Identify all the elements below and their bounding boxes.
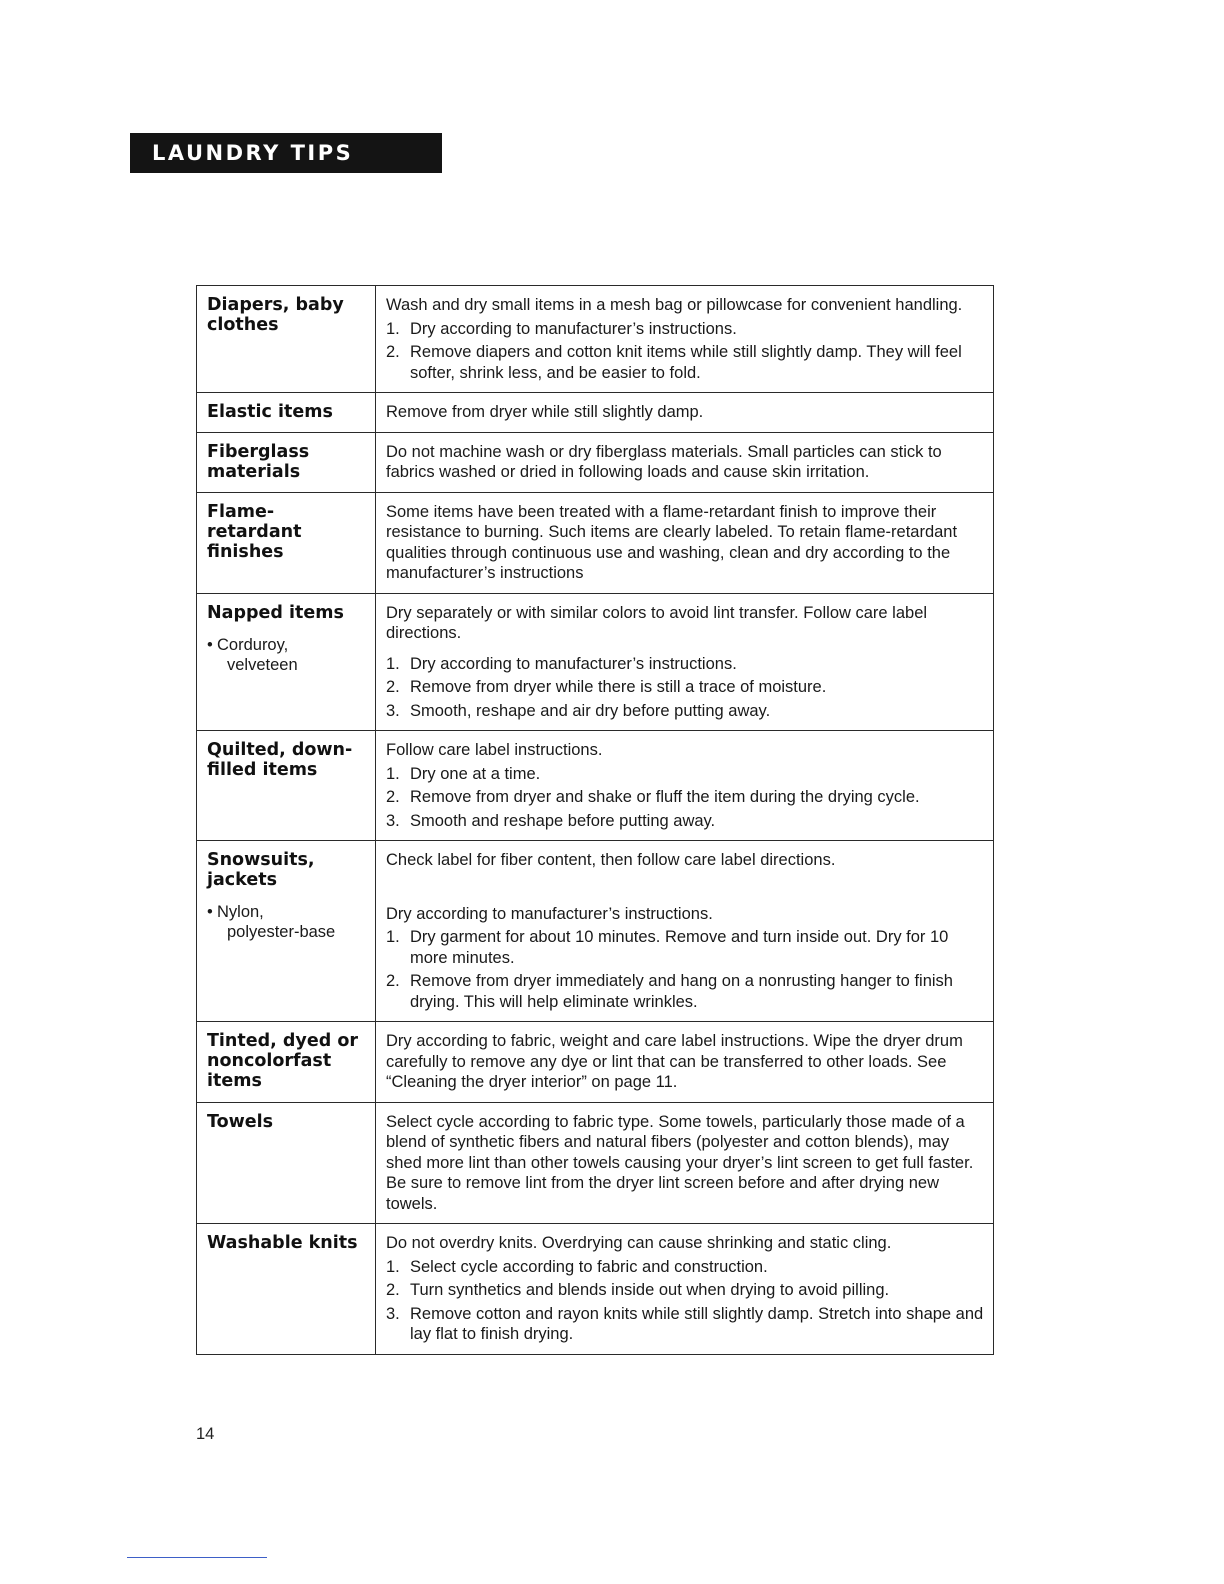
table-row (197, 492, 994, 593)
step-number: 1. (386, 764, 400, 783)
item-subtype-line: Nylon, (217, 903, 264, 921)
list-item (386, 319, 985, 340)
instructions-cell (376, 731, 994, 841)
instruction-paragraph: Do not overdry knits. Overdrying can cause shrinking and static cling. (386, 1234, 892, 1252)
item-label: Washable knits (207, 1233, 358, 1253)
section-banner (130, 133, 442, 173)
item-cell (197, 393, 376, 433)
item-label: Snowsuits, jackets (207, 850, 315, 890)
instruction-paragraph: Remove from dryer while still slightly damp. (386, 403, 704, 421)
steps-list (386, 1257, 985, 1345)
laundry-tips-table (196, 285, 994, 1355)
list-item (386, 1280, 985, 1301)
step-number: 1. (386, 654, 400, 673)
step-number: 2. (386, 678, 400, 696)
bullet-icon: • (207, 903, 213, 921)
step-number: 1. (386, 928, 400, 946)
item-cell (197, 1102, 376, 1224)
item-label: Diapers, baby clothes (207, 295, 344, 335)
steps-list (386, 764, 985, 832)
page-number: 14 (196, 1425, 215, 1443)
step-text: Turn synthetics and blends inside out when drying to avoid pilling. (410, 1281, 890, 1299)
list-item (386, 342, 985, 383)
section-title: LAUNDRY TIPS (152, 141, 354, 165)
table-row (197, 841, 994, 1022)
item-label: Fiberglass materials (207, 441, 310, 482)
item-cell (197, 593, 376, 731)
item-subtype (207, 635, 367, 675)
table-row (197, 1102, 994, 1224)
instruction-paragraph: Select cycle according to fabric type. Some towels, particularly those made of a blend of synthetic fibers and natural fibers (polyester and cotton blends), may shed more lint than other towels causing your dryer’s lint screen to get full faster. Be sure to remove lint from the dryer lint screen before and after drying new towels. (386, 1112, 974, 1213)
list-item (386, 1304, 985, 1345)
instructions-cell (376, 432, 994, 492)
list-item (386, 927, 985, 968)
list-item (386, 654, 985, 675)
step-text: Dry according to manufacturer’s instructions. (410, 654, 737, 673)
item-cell (197, 432, 376, 492)
item-subtype-line: velveteen (227, 655, 298, 674)
table-row (197, 432, 994, 492)
table-row (197, 593, 994, 731)
step-text: Dry garment for about 10 minutes. Remove and turn inside out. Dry for 10 more minutes. (410, 928, 949, 967)
instruction-paragraph: Check label for fiber content, then follow care label directions. (386, 851, 836, 869)
step-text: Remove from dryer while there is still a trace of moisture. (410, 678, 827, 696)
step-number: 3. (386, 1304, 400, 1323)
step-number: 2. (386, 972, 400, 990)
item-subtype-text (217, 635, 357, 675)
item-cell (197, 731, 376, 841)
item-subtype-text (217, 902, 357, 942)
instruction-paragraph: Dry according to manufacturer’s instructions. (386, 904, 713, 923)
step-text: Smooth, reshape and air dry before putting away. (410, 701, 771, 720)
instructions-cell (376, 393, 994, 433)
instruction-paragraph: Do not machine wash or dry fiberglass materials. Small particles can stick to fabrics washed or dried in following loads and cause skin irritation. (386, 442, 942, 481)
instruction-paragraph: Dry according to fabric, weight and care label instructions. Wipe the dryer drum carefully to remove any dye or lint that can be transferred to other loads. See “Cleaning the dryer interior” on page 11. (386, 1032, 963, 1091)
list-item (386, 764, 985, 785)
table-row (197, 1022, 994, 1103)
step-number: 2. (386, 1281, 400, 1299)
steps-list (386, 927, 985, 1012)
list-item (386, 787, 985, 808)
instructions-cell (376, 286, 994, 393)
item-cell (197, 286, 376, 393)
item-label: Towels (207, 1111, 274, 1132)
instructions-cell (376, 593, 994, 731)
instructions-cell (376, 1102, 994, 1224)
step-text: Dry according to manufacturer’s instructions. (410, 319, 737, 338)
step-number: 3. (386, 811, 400, 830)
instructions-cell (376, 841, 994, 1022)
item-cell (197, 492, 376, 593)
steps-list (386, 319, 985, 384)
step-number: 3. (386, 701, 400, 720)
step-text: Remove from dryer and shake or fluff the item during the drying cycle. (410, 788, 920, 806)
step-text: Dry one at a time. (410, 764, 541, 783)
step-text: Select cycle according to fabric and construction. (410, 1257, 768, 1276)
item-cell (197, 841, 376, 1022)
item-label: Flame-retardant finishes (207, 501, 302, 562)
list-item (386, 971, 985, 1012)
steps-list (386, 654, 985, 722)
step-text: Remove cotton and rayon knits while still slightly damp. Stretch into shape and lay flat to finish drying. (410, 1304, 984, 1343)
item-label: Tinted, dyed or noncolorfast items (207, 1031, 358, 1091)
step-number: 1. (386, 1257, 400, 1276)
table-row (197, 286, 994, 393)
step-number: 1. (386, 319, 400, 338)
step-number: 2. (386, 343, 400, 361)
bullet-icon: • (207, 635, 213, 654)
instruction-paragraph: Wash and dry small items in a mesh bag or pillowcase for convenient handling. (386, 296, 963, 314)
list-item (386, 701, 985, 722)
instructions-cell (376, 1224, 994, 1355)
step-text: Remove from dryer immediately and hang on a nonrusting hanger to finish drying. This will help eliminate wrinkles. (410, 972, 953, 1011)
item-label: Napped items (207, 602, 344, 623)
item-subtype-line: polyester-base (227, 923, 336, 941)
instruction-paragraph: Some items have been treated with a flame-retardant finish to improve their resistance to burning. Such items are clearly labeled. To retain flame-retardant qualities through continuous use and washing, clean and dry according to the manufacturer’s instructions (386, 502, 958, 582)
table-row (197, 1224, 994, 1355)
list-item (386, 1257, 985, 1278)
item-subtype (207, 902, 367, 942)
item-label: Quilted, down-filled items (207, 740, 353, 780)
instruction-paragraph: Dry separately or with similar colors to avoid lint transfer. Follow care label directions. (386, 603, 928, 642)
list-item (386, 811, 985, 832)
instructions-cell (376, 492, 994, 593)
item-label: Elastic items (207, 402, 333, 422)
item-cell (197, 1224, 376, 1355)
table-row (197, 393, 994, 433)
footer-rule (127, 1557, 267, 1558)
item-cell (197, 1022, 376, 1103)
table-row (197, 731, 994, 841)
step-text: Smooth and reshape before putting away. (410, 811, 716, 830)
tips-table-body (197, 286, 994, 1355)
instruction-paragraph: Follow care label instructions. (386, 741, 603, 759)
item-subtype-line: Corduroy, (217, 635, 289, 654)
list-item (386, 677, 985, 698)
step-text: Remove diapers and cotton knit items while still slightly damp. They will feel softer, shrink less, and be easier to fold. (410, 343, 962, 382)
step-number: 2. (386, 788, 400, 806)
instructions-cell (376, 1022, 994, 1103)
